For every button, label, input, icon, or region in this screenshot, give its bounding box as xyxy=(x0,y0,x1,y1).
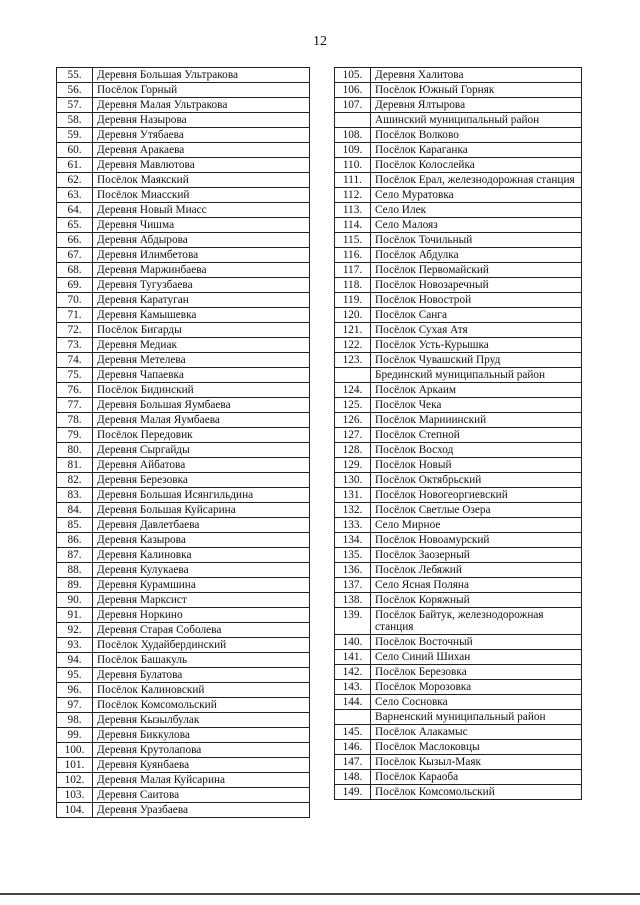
row-number: 79. xyxy=(57,428,93,443)
settlement-name: Деревня Булатова xyxy=(93,668,310,683)
settlement-name: Деревня Маржинбаева xyxy=(93,263,310,278)
table-row xyxy=(335,338,582,353)
settlement-name: Посёлок Чека xyxy=(371,398,582,413)
row-number: 91. xyxy=(57,608,93,623)
settlement-name: Село Малояз xyxy=(371,218,582,233)
row-number: 81. xyxy=(57,458,93,473)
table-row xyxy=(57,728,310,743)
table-row xyxy=(57,293,310,308)
row-number: 71. xyxy=(57,308,93,323)
row-number: 60. xyxy=(57,143,93,158)
settlement-name: Посёлок Усть-Курышка xyxy=(371,338,582,353)
table-row xyxy=(335,740,582,755)
row-number: 149. xyxy=(335,785,371,800)
settlement-name: Деревня Большая Исянгильдина xyxy=(93,488,310,503)
settlement-name: Посёлок Березовка xyxy=(371,665,582,680)
row-number: 59. xyxy=(57,128,93,143)
row-number: 137. xyxy=(335,578,371,593)
table-row xyxy=(57,683,310,698)
row-number xyxy=(335,710,371,725)
settlement-name: Деревня Тугузбаева xyxy=(93,278,310,293)
row-number: 75. xyxy=(57,368,93,383)
table-row xyxy=(335,473,582,488)
settlement-name: Посёлок Заозерный xyxy=(371,548,582,563)
row-number: 56. xyxy=(57,83,93,98)
settlement-name: Посёлок Аркаим xyxy=(371,383,582,398)
settlement-name: Деревня Айбатова xyxy=(93,458,310,473)
row-number: 117. xyxy=(335,263,371,278)
row-number: 121. xyxy=(335,323,371,338)
settlement-name: Посёлок Байтук, железнодорожная станция xyxy=(371,608,582,635)
row-number: 107. xyxy=(335,98,371,113)
table-row xyxy=(57,263,310,278)
table-row xyxy=(57,158,310,173)
settlement-name: Посёлок Новострой xyxy=(371,293,582,308)
table-row xyxy=(335,173,582,188)
settlement-name: Деревня Малая Куйсарина xyxy=(93,773,310,788)
row-number: 87. xyxy=(57,548,93,563)
settlement-name: Посёлок Волково xyxy=(371,128,582,143)
settlement-name: Деревня Чишма xyxy=(93,218,310,233)
table-row xyxy=(57,578,310,593)
settlement-name: Деревня Аракаева xyxy=(93,143,310,158)
table-row xyxy=(335,248,582,263)
table-row xyxy=(335,68,582,83)
settlement-name: Деревня Крутолапова xyxy=(93,743,310,758)
district-name: Варненский муниципальный район xyxy=(371,710,582,725)
settlement-name: Посёлок Чувашский Пруд xyxy=(371,353,582,368)
table-row xyxy=(57,503,310,518)
row-number: 114. xyxy=(335,218,371,233)
row-number: 77. xyxy=(57,398,93,413)
settlement-name: Село Сосновка xyxy=(371,695,582,710)
settlement-name: Посёлок Маякский xyxy=(93,173,310,188)
row-number: 127. xyxy=(335,428,371,443)
row-number: 118. xyxy=(335,278,371,293)
page-number: 12 xyxy=(313,34,327,49)
settlement-name: Деревня Кызылбулак xyxy=(93,713,310,728)
settlement-name: Посёлок Худайбердинский xyxy=(93,638,310,653)
row-number: 76. xyxy=(57,383,93,398)
row-number: 68. xyxy=(57,263,93,278)
settlement-name: Деревня Малая Яумбаева xyxy=(93,413,310,428)
table-row xyxy=(57,188,310,203)
settlement-name: Деревня Утябаева xyxy=(93,128,310,143)
table-row xyxy=(335,263,582,278)
table-row xyxy=(57,218,310,233)
settlement-name: Деревня Камышевка xyxy=(93,308,310,323)
row-number: 128. xyxy=(335,443,371,458)
row-number: 120. xyxy=(335,308,371,323)
table-row xyxy=(335,650,582,665)
row-number: 125. xyxy=(335,398,371,413)
settlement-name: Посёлок Степной xyxy=(371,428,582,443)
settlement-name: Деревня Медиак xyxy=(93,338,310,353)
settlement-name: Деревня Марксист xyxy=(93,593,310,608)
row-number: 130. xyxy=(335,473,371,488)
table-row xyxy=(57,368,310,383)
table-row xyxy=(335,383,582,398)
table-row xyxy=(57,713,310,728)
settlement-name: Деревня Большая Ультракова xyxy=(93,68,310,83)
table-row xyxy=(57,623,310,638)
row-number: 147. xyxy=(335,755,371,770)
settlement-name: Посёлок Восточный xyxy=(371,635,582,650)
settlements-table-right xyxy=(334,67,582,800)
row-number: 111. xyxy=(335,173,371,188)
footer-rule xyxy=(0,893,640,895)
row-number: 138. xyxy=(335,593,371,608)
settlement-name: Деревня Норкино xyxy=(93,608,310,623)
settlement-name: Село Илек xyxy=(371,203,582,218)
table-row xyxy=(57,548,310,563)
settlement-name: Посёлок Бигарды xyxy=(93,323,310,338)
row-number: 103. xyxy=(57,788,93,803)
settlement-name: Деревня Илимбетова xyxy=(93,248,310,263)
row-number: 82. xyxy=(57,473,93,488)
row-number: 85. xyxy=(57,518,93,533)
settlement-name: Посёлок Коряжный xyxy=(371,593,582,608)
district-name: Ашинский муниципальный район xyxy=(371,113,582,128)
table-row xyxy=(335,413,582,428)
row-number: 99. xyxy=(57,728,93,743)
row-number: 84. xyxy=(57,503,93,518)
settlement-name: Село Мирное xyxy=(371,518,582,533)
table-row xyxy=(57,383,310,398)
row-number: 95. xyxy=(57,668,93,683)
settlement-name: Деревня Малая Ультракова xyxy=(93,98,310,113)
table-row xyxy=(335,755,582,770)
table-row xyxy=(335,563,582,578)
table-row xyxy=(57,518,310,533)
table-row xyxy=(335,83,582,98)
settlement-name: Посёлок Новоамурский xyxy=(371,533,582,548)
row-number: 70. xyxy=(57,293,93,308)
row-number: 80. xyxy=(57,443,93,458)
settlement-name: Посёлок Комсомольский xyxy=(371,785,582,800)
settlement-name: Село Ясная Поляна xyxy=(371,578,582,593)
row-number: 63. xyxy=(57,188,93,203)
settlement-name: Посёлок Караганка xyxy=(371,143,582,158)
settlement-name: Посёлок Калиновский xyxy=(93,683,310,698)
settlements-table-left xyxy=(56,67,310,818)
settlement-name: Посёлок Ерал, железнодорожная станция xyxy=(371,173,582,188)
row-number: 102. xyxy=(57,773,93,788)
table-row xyxy=(335,293,582,308)
settlement-name: Посёлок Маслоковцы xyxy=(371,740,582,755)
settlement-name: Посёлок Морозовка xyxy=(371,680,582,695)
settlement-name: Посёлок Алакамыс xyxy=(371,725,582,740)
table-row xyxy=(335,353,582,368)
settlement-name: Посёлок Комсомольский xyxy=(93,698,310,713)
row-number: 141. xyxy=(335,650,371,665)
row-number: 110. xyxy=(335,158,371,173)
table-row xyxy=(57,248,310,263)
table-row xyxy=(335,518,582,533)
row-number: 106. xyxy=(335,83,371,98)
settlement-name: Посёлок Башакуль xyxy=(93,653,310,668)
settlement-name: Посёлок Караоба xyxy=(371,770,582,785)
row-number: 144. xyxy=(335,695,371,710)
settlement-name: Посёлок Октябрьский xyxy=(371,473,582,488)
row-number: 126. xyxy=(335,413,371,428)
settlement-name: Посёлок Новогеоргиевский xyxy=(371,488,582,503)
table-row xyxy=(57,653,310,668)
row-number: 131. xyxy=(335,488,371,503)
settlement-name: Деревня Большая Куйсарина xyxy=(93,503,310,518)
settlement-name: Посёлок Светлые Озера xyxy=(371,503,582,518)
row-number: 119. xyxy=(335,293,371,308)
table-row xyxy=(335,533,582,548)
row-number: 115. xyxy=(335,233,371,248)
settlement-name: Деревня Абдырова xyxy=(93,233,310,248)
row-number: 74. xyxy=(57,353,93,368)
table-row xyxy=(57,83,310,98)
row-number: 146. xyxy=(335,740,371,755)
settlement-name: Деревня Давлетбаева xyxy=(93,518,310,533)
settlement-name: Деревня Курамшина xyxy=(93,578,310,593)
settlement-name: Посёлок Горный xyxy=(93,83,310,98)
table-row xyxy=(57,428,310,443)
settlement-name: Деревня Сыргайды xyxy=(93,443,310,458)
settlement-name: Посёлок Новозаречный xyxy=(371,278,582,293)
settlement-name: Посёлок Лебяжий xyxy=(371,563,582,578)
settlement-name: Деревня Халитова xyxy=(371,68,582,83)
table-row xyxy=(57,98,310,113)
row-number: 100. xyxy=(57,743,93,758)
table-row xyxy=(57,413,310,428)
table-row xyxy=(57,203,310,218)
settlement-name: Деревня Большая Яумбаева xyxy=(93,398,310,413)
table-row xyxy=(57,593,310,608)
table-row xyxy=(335,725,582,740)
settlement-name: Деревня Назырова xyxy=(93,113,310,128)
table-row xyxy=(57,788,310,803)
settlement-name: Деревня Мавлютова xyxy=(93,158,310,173)
table-row xyxy=(57,128,310,143)
settlement-name: Деревня Березовка xyxy=(93,473,310,488)
table-row xyxy=(335,188,582,203)
table-row xyxy=(57,473,310,488)
row-number: 129. xyxy=(335,458,371,473)
table-row xyxy=(335,398,582,413)
row-number: 64. xyxy=(57,203,93,218)
table-row xyxy=(57,533,310,548)
table-row xyxy=(57,443,310,458)
table-row xyxy=(335,695,582,710)
table-row xyxy=(335,593,582,608)
table-row xyxy=(335,203,582,218)
row-number: 69. xyxy=(57,278,93,293)
row-number: 142. xyxy=(335,665,371,680)
table-row xyxy=(335,665,582,680)
table-row xyxy=(335,770,582,785)
row-number: 135. xyxy=(335,548,371,563)
settlement-name: Деревня Калиновка xyxy=(93,548,310,563)
settlement-name: Посёлок Первомайский xyxy=(371,263,582,278)
row-number: 92. xyxy=(57,623,93,638)
table-row xyxy=(57,803,310,818)
table-row xyxy=(57,323,310,338)
settlement-name: Деревня Метелева xyxy=(93,353,310,368)
settlement-name: Село Синий Шихан xyxy=(371,650,582,665)
settlement-name: Посёлок Колослейка xyxy=(371,158,582,173)
settlement-name: Деревня Старая Соболева xyxy=(93,623,310,638)
settlement-name: Посёлок Южный Горняк xyxy=(371,83,582,98)
table-row xyxy=(335,323,582,338)
table-row xyxy=(335,128,582,143)
row-number: 83. xyxy=(57,488,93,503)
table-row xyxy=(57,488,310,503)
table-row xyxy=(57,353,310,368)
table-row xyxy=(335,785,582,800)
row-number: 88. xyxy=(57,563,93,578)
row-number: 123. xyxy=(335,353,371,368)
settlement-name: Деревня Казырова xyxy=(93,533,310,548)
row-number: 105. xyxy=(335,68,371,83)
row-number: 62. xyxy=(57,173,93,188)
settlement-name: Посёлок Марииинский xyxy=(371,413,582,428)
row-number: 108. xyxy=(335,128,371,143)
table-row xyxy=(335,158,582,173)
row-number: 101. xyxy=(57,758,93,773)
row-number: 73. xyxy=(57,338,93,353)
row-number: 55. xyxy=(57,68,93,83)
table-row xyxy=(57,638,310,653)
settlement-name: Посёлок Абдулка xyxy=(371,248,582,263)
row-number: 96. xyxy=(57,683,93,698)
row-number: 97. xyxy=(57,698,93,713)
row-number: 124. xyxy=(335,383,371,398)
table-row xyxy=(335,488,582,503)
settlement-name: Деревня Куянбаева xyxy=(93,758,310,773)
row-number: 140. xyxy=(335,635,371,650)
row-number: 65. xyxy=(57,218,93,233)
district-header-row xyxy=(335,710,582,725)
table-row xyxy=(335,680,582,695)
table-row xyxy=(57,458,310,473)
table-row xyxy=(335,98,582,113)
settlement-name: Деревня Саитова xyxy=(93,788,310,803)
row-number xyxy=(335,113,371,128)
table-row xyxy=(57,743,310,758)
row-number: 94. xyxy=(57,653,93,668)
table-row xyxy=(335,143,582,158)
district-header-row xyxy=(335,368,582,383)
row-number: 148. xyxy=(335,770,371,785)
table-row xyxy=(57,398,310,413)
row-number: 113. xyxy=(335,203,371,218)
table-row xyxy=(335,503,582,518)
row-number: 145. xyxy=(335,725,371,740)
row-number: 93. xyxy=(57,638,93,653)
table-row xyxy=(335,458,582,473)
row-number: 109. xyxy=(335,143,371,158)
table-row xyxy=(57,173,310,188)
row-number: 89. xyxy=(57,578,93,593)
settlement-name: Посёлок Новый xyxy=(371,458,582,473)
table-row xyxy=(335,578,582,593)
row-number xyxy=(335,368,371,383)
settlement-name: Деревня Кулукаева xyxy=(93,563,310,578)
settlement-name: Деревня Биккулова xyxy=(93,728,310,743)
settlement-name: Посёлок Передовик xyxy=(93,428,310,443)
table-row xyxy=(335,428,582,443)
district-name: Брединский муниципальный район xyxy=(371,368,582,383)
row-number: 122. xyxy=(335,338,371,353)
row-number: 98. xyxy=(57,713,93,728)
table-row xyxy=(57,113,310,128)
table-row xyxy=(57,338,310,353)
table-row xyxy=(57,758,310,773)
table-row xyxy=(335,443,582,458)
row-number: 78. xyxy=(57,413,93,428)
table-row xyxy=(57,563,310,578)
table-row xyxy=(57,68,310,83)
settlement-name: Деревня Каратуган xyxy=(93,293,310,308)
row-number: 139. xyxy=(335,608,371,635)
settlement-name: Посёлок Кызыл-Маяк xyxy=(371,755,582,770)
table-row xyxy=(335,233,582,248)
table-row xyxy=(57,308,310,323)
settlement-name: Деревня Уразбаева xyxy=(93,803,310,818)
settlement-name: Посёлок Миасский xyxy=(93,188,310,203)
settlement-name: Село Муратовка xyxy=(371,188,582,203)
settlement-name: Посёлок Сухая Атя xyxy=(371,323,582,338)
settlement-name: Посёлок Бидинский xyxy=(93,383,310,398)
row-number: 67. xyxy=(57,248,93,263)
settlement-name: Посёлок Санга xyxy=(371,308,582,323)
table-row xyxy=(57,698,310,713)
row-number: 136. xyxy=(335,563,371,578)
table-row xyxy=(57,143,310,158)
row-number: 72. xyxy=(57,323,93,338)
row-number: 90. xyxy=(57,593,93,608)
row-number: 66. xyxy=(57,233,93,248)
row-number: 86. xyxy=(57,533,93,548)
table-row xyxy=(335,608,582,635)
row-number: 58. xyxy=(57,113,93,128)
settlement-name: Посёлок Восход xyxy=(371,443,582,458)
table-row xyxy=(57,773,310,788)
table-row xyxy=(57,278,310,293)
table-row xyxy=(335,548,582,563)
row-number: 134. xyxy=(335,533,371,548)
settlement-name: Посёлок Точильный xyxy=(371,233,582,248)
row-number: 61. xyxy=(57,158,93,173)
settlement-name: Деревня Чапаевка xyxy=(93,368,310,383)
table-row xyxy=(57,233,310,248)
row-number: 116. xyxy=(335,248,371,263)
table-row xyxy=(335,308,582,323)
table-row xyxy=(57,608,310,623)
row-number: 112. xyxy=(335,188,371,203)
table-row xyxy=(335,278,582,293)
settlement-name: Деревня Новый Миасс xyxy=(93,203,310,218)
row-number: 133. xyxy=(335,518,371,533)
table-row xyxy=(335,218,582,233)
row-number: 57. xyxy=(57,98,93,113)
table-row xyxy=(335,635,582,650)
row-number: 143. xyxy=(335,680,371,695)
settlement-name: Деревня Ялтырова xyxy=(371,98,582,113)
district-header-row xyxy=(335,113,582,128)
row-number: 104. xyxy=(57,803,93,818)
row-number: 132. xyxy=(335,503,371,518)
table-row xyxy=(57,668,310,683)
